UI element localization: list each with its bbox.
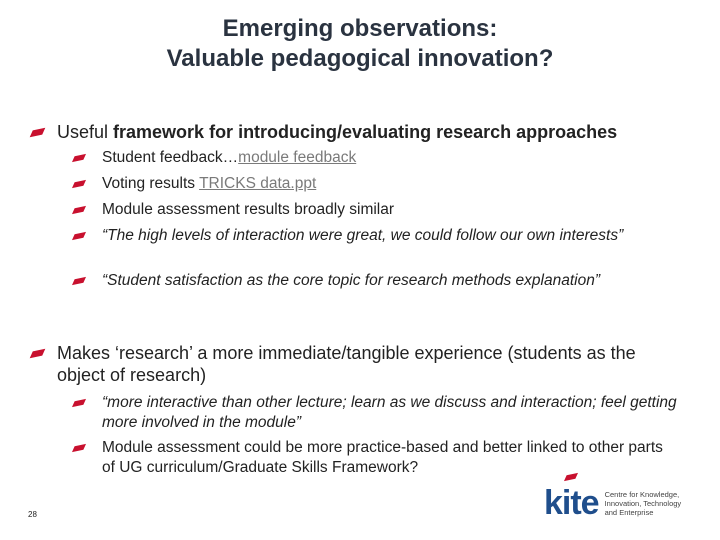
section2-text: Makes ‘research’ a more immediate/tangible experience (students as the object of research) — [57, 343, 636, 385]
bullet-icon — [72, 444, 86, 452]
logo-tagline — [605, 490, 701, 517]
item-prefix: Voting results — [102, 175, 200, 192]
bullet-icon — [72, 232, 86, 240]
logo-tagline-line-3: and Enterprise — [604, 507, 654, 517]
section2-item-2 — [102, 438, 677, 478]
page-number: 28 — [28, 510, 37, 519]
section1-item-4 — [102, 226, 692, 246]
logo-tagline-line-2: Innovation, Technology — [604, 498, 682, 508]
section1-bullet — [57, 121, 697, 143]
kite-logo — [544, 486, 701, 520]
section1-item-2 — [102, 174, 692, 194]
item-text: Module assessment could be more practice-based and better linked to other parts of UG curriculum/Graduate Skills Framework? — [102, 439, 663, 476]
module-feedback-link[interactable]: module feedback — [238, 149, 357, 166]
section2-bullet — [57, 342, 677, 386]
section1-item-1 — [102, 148, 692, 168]
bullet-icon — [72, 180, 86, 188]
section1-text-bold: framework for introducing/evaluating research approaches — [113, 122, 618, 142]
bullet-icon — [72, 206, 86, 214]
item-prefix: Student feedback… — [102, 149, 239, 166]
title-line-2: Valuable pedagogical innovation? — [166, 45, 554, 72]
bullet-icon — [72, 154, 86, 162]
item-text: “Student satisfaction as the core topic for research methods explanation” — [102, 272, 600, 289]
slide-title — [0, 14, 720, 74]
bullet-icon — [30, 349, 46, 358]
section1-text-prefix: Useful — [57, 122, 114, 142]
bullet-icon — [72, 399, 86, 407]
bullet-icon — [30, 128, 46, 137]
tricks-data-link[interactable]: TRICKS data.ppt — [199, 175, 317, 192]
item-text: Module assessment results broadly similar — [102, 201, 395, 218]
title-line-1: Emerging observations: — [222, 15, 498, 42]
logo-tagline-line-1: Centre for Knowledge, — [604, 489, 680, 499]
section2-item-1 — [102, 393, 692, 433]
section1-item-5 — [102, 271, 702, 291]
item-text: “more interactive than other lecture; learn as we discuss and interaction; feel getting more involved in the module” — [102, 394, 677, 431]
section1-item-3 — [102, 200, 692, 220]
bullet-icon — [72, 277, 86, 285]
logo-wordmark: kite — [544, 484, 599, 522]
item-text: “The high levels of interaction were great, we could follow our own interests” — [102, 227, 624, 244]
